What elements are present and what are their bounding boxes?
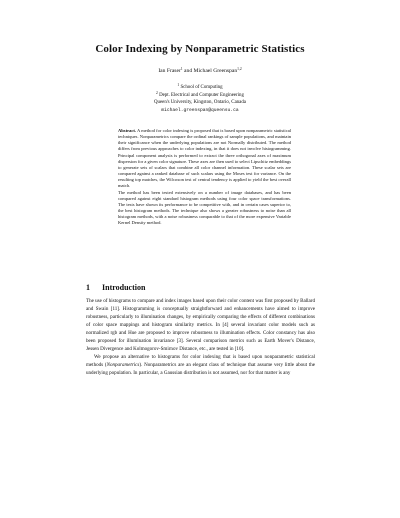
affiliations: [0, 84, 400, 114]
affiliation-marker: 2: [156, 90, 158, 95]
affiliation-marker: 1: [180, 67, 183, 71]
author-name: Michael Greenspan: [193, 68, 238, 74]
body-text: [86, 297, 315, 377]
abstract-paragraph: The method has been tested extensively on a number of image databases, and has been compared against eight standard histogram methods using four color space transformations. The tests have shown its performance to be competitive with, and in certain cases superior to, the best histogram methods. The technique also shows a greater robustness to noise than all histogram methods, with a noise robustness comparable to that of the more expensive Variable Kernel Density method.: [118, 189, 291, 226]
abstract-text: A method for color indexing is proposed that is based upon nonparametric statistical techniques. Nonparametrics compare the ordinal rankings of sample populations, and maintain their significance when the underlying populations are not Normally distributed. The method differs from previous approaches to color indexing, in that it does not involve histogramming. Principal component analysis is performed to extract the three orthogonal axes of maximum dispersion for a given color signature. These axes are then used to select Lipschitz embeddings to generate sets of scalars that combine all color channel information. These scalar sets are compared against a ranked database of such scalars using the Moses test for variance. On the resulting top matches, the Wilcoxon test of central tendency is applied to yield the best overall match.: [118, 128, 291, 189]
body-paragraph: [86, 353, 315, 377]
affiliation-line: [0, 92, 400, 100]
author-conjunction: and: [182, 68, 194, 74]
section-title: Introduction: [102, 283, 146, 292]
author-name: Ian Fraser: [158, 68, 181, 74]
affiliation-marker: 1: [177, 83, 180, 87]
author-line: [0, 68, 400, 74]
body-paragraph: The use of histograms to compare and index images based upon their color content was first proposed by Ballard and Swain [11]. Histogramming is conceptually straightforward and enhancements have aimed to improve robustness, particularly to illumination changes, by empirically comparing the effects of different combinations of color space mappings and histogram similarity metrics. In [4] several invariant color models such as normalized rgb and Hue are proposed to improve robustness to illumination effects. Color constancy has also been proposed for illumination invariance [3]. Several comparison metrics such as Earth Mover's Distance, Jessen Divergence and Kolmogorov-Smirnov Distance, etc., are tested in [10].: [86, 298, 315, 353]
body-text-run: We propose an alternative to histograms for color indexing that is based upon nonparametric statistical methods (: [86, 354, 315, 369]
email-address: michael.greenspan@queensu.ca: [161, 107, 239, 113]
section-number: 1: [86, 283, 90, 292]
emphasized-term: Nonparametrics: [106, 362, 140, 369]
abstract: [118, 128, 291, 227]
body-text-run: ). Nonparametrics are an elegant class of technique that assume very little about the underlying population. In particular, a Gaussian distribution is not assumed, nor for that matter is any: [86, 362, 315, 377]
affiliation-text: School of Computing: [180, 85, 223, 90]
affiliation-text: Dept. Electrical and Computer Engineering: [159, 92, 244, 98]
paper-title: Color Indexing by Nonparametric Statistics: [95, 43, 305, 55]
section-heading: [86, 283, 326, 292]
affiliation-line: [0, 84, 400, 92]
abstract-label: Abstract.: [118, 128, 137, 133]
university-line: Queen's University, Kingston, Ontario, Canada: [154, 100, 246, 105]
affiliation-marker: 1,2: [237, 67, 242, 71]
abstract-paragraph: [118, 128, 291, 190]
